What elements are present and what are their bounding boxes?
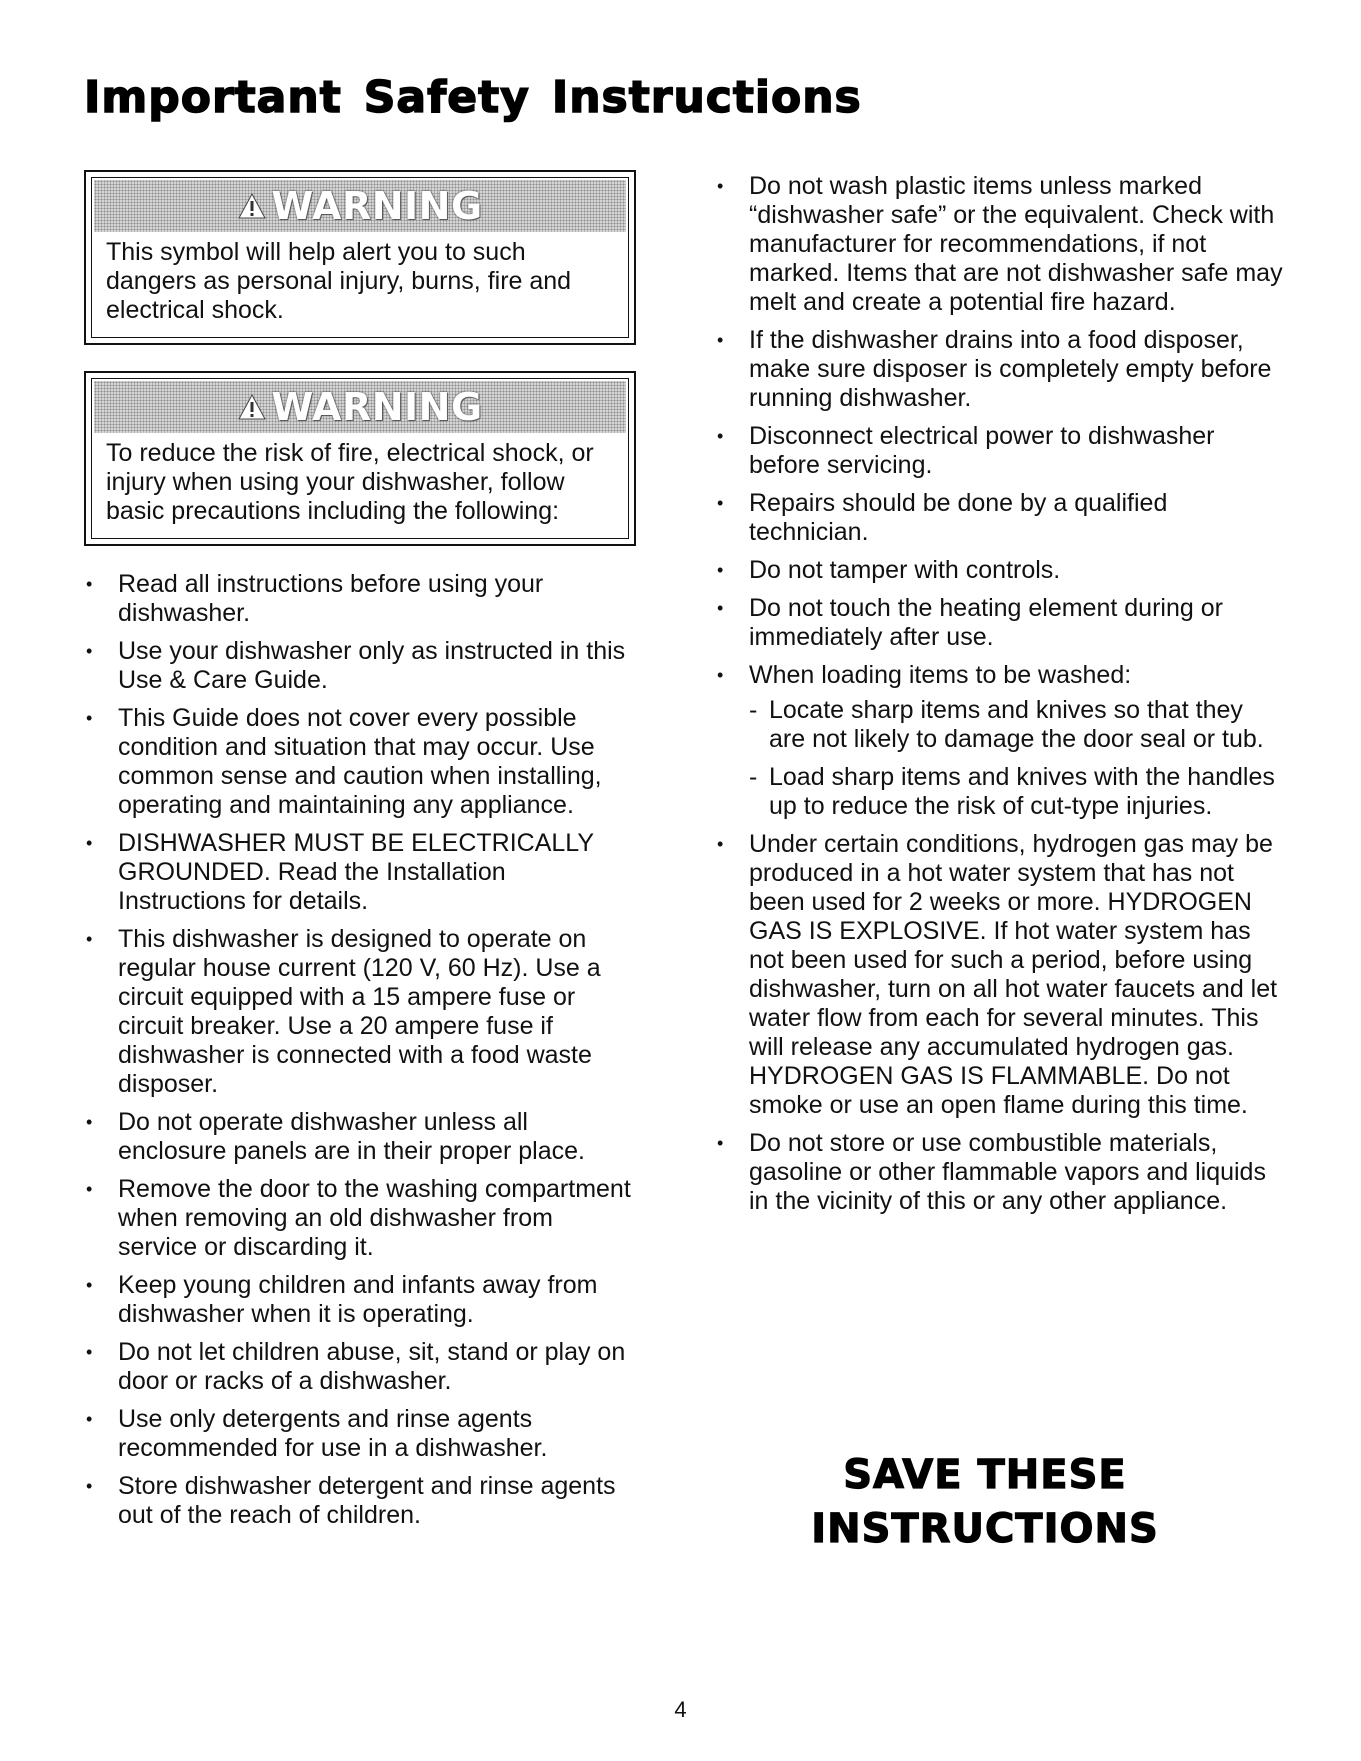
bullet-icon: • <box>717 665 724 685</box>
list-item: • Under certain conditions, hydrogen gas may be produced in a hot water system that has not been used for 2 weeks or more. HYDROGEN GAS IS EXPLOSIVE. If hot water system has not been used for such a period, before using dishwasher, turn on all hot water faucets and let water flow from each for several minutes. This will release any accumulated hydrogen gas. HYDROGEN GAS IS FLAMMABLE. Do not smoke or use an open flame during this time. <box>717 830 1278 1119</box>
bullet-icon: • <box>717 1133 724 1153</box>
warning-box <box>84 170 636 345</box>
list-item: • Use your dishwasher only as instructed in this Use & Care Guide. <box>86 637 626 694</box>
bullet-icon: • <box>717 598 724 618</box>
bullet-icon: • <box>86 1409 93 1429</box>
list-item: • Do not operate dishwasher unless all enclosure panels are in their proper place. <box>86 1108 585 1165</box>
bullet-icon: • <box>86 1112 93 1132</box>
bullet-icon: • <box>717 426 724 446</box>
list-item: • Do not tamper with controls. <box>717 556 1061 584</box>
list-item: • Read all instructions before using your dishwasher. <box>86 570 544 627</box>
warning-box <box>84 371 636 546</box>
save-notice-line: INSTRUCTIONS <box>811 1506 1159 1552</box>
save-notice-line: SAVE THESE <box>843 1452 1127 1498</box>
page-title-word: Important <box>84 72 342 123</box>
dash-icon: - <box>749 696 758 724</box>
bullet-icon: • <box>86 641 93 661</box>
page-title-word: Instructions <box>551 72 862 123</box>
list-item: • This Guide does not cover every possible condition and situation that may occur. Use common sense and caution when installing, operating and maintaining any appliance. <box>86 704 602 819</box>
list-item: • This dishwasher is designed to operate on regular house current (120 V, 60 Hz). Use a circuit equipped with a 15 ampere fuse or circuit breaker. Use a 20 ampere fuse if dishwasher is connected with a food waste disposer. <box>86 925 601 1098</box>
list-item: • Keep young children and infants away from dishwasher when it is operating. <box>86 1271 598 1328</box>
left-bullet-list <box>84 570 636 1530</box>
page-title <box>84 72 862 123</box>
warning-triangle-icon <box>237 192 267 220</box>
right-column <box>715 172 1285 1225</box>
warning-text: To reduce the risk of fire, electrical shock, or injury when using your dishwasher, follow basic precautions including the following: <box>106 439 594 525</box>
bullet-icon: • <box>86 833 93 853</box>
bullet-icon: • <box>86 574 93 594</box>
loading-sub-list <box>749 696 1285 821</box>
list-item: • Store dishwasher detergent and rinse agents out of the reach of children. <box>86 1472 616 1529</box>
bullet-icon: • <box>717 176 724 196</box>
list-item: • Do not store or use combustible materials, gasoline or other flammable vapors and liquids in the vicinity of this or any other appliance. <box>717 1129 1266 1215</box>
bullet-icon: • <box>717 560 724 580</box>
bullet-icon: • <box>86 1275 93 1295</box>
page-number: 4 <box>674 1697 687 1722</box>
list-item: • Repairs should be done by a qualified technician. <box>717 489 1168 546</box>
bullet-icon: • <box>717 834 724 854</box>
left-column <box>84 170 636 1539</box>
list-item: • Do not touch the heating element during or immediately after use. <box>717 594 1223 651</box>
warning-banner <box>94 381 626 433</box>
warning-text: This symbol will help alert you to such dangers as personal injury, burns, fire and electrical shock. <box>106 238 572 324</box>
right-bullet-list <box>715 172 1285 1216</box>
bullet-icon: • <box>86 929 93 949</box>
list-item: • DISHWASHER MUST BE ELECTRICALLY GROUNDED. Read the Installation Instructions for details. <box>86 829 594 915</box>
warning-banner <box>94 180 626 232</box>
list-item: • If the dishwasher drains into a food disposer, make sure disposer is completely empty before running dishwasher. <box>717 326 1272 412</box>
list-item: • When loading items to be washed: - Locate sharp items and knives so that they are not likely to damage the door seal or tub. - Load sharp items and knives with the handles up to reduce the risk of cut-type injuries. <box>715 661 1285 821</box>
bullet-icon: • <box>86 1179 93 1199</box>
sub-list-item: - Locate sharp items and knives so that they are not likely to damage the door seal or tub. <box>749 696 1264 753</box>
bullet-icon: • <box>86 1342 93 1362</box>
bullet-icon: • <box>86 1476 93 1496</box>
bullet-icon: • <box>86 708 93 728</box>
list-item: • Use only detergents and rinse agents recommended for use in a dishwasher. <box>86 1405 548 1462</box>
warning-label: WARNING <box>271 385 483 429</box>
list-item: • Do not let children abuse, sit, stand or play on door or racks of a dishwasher. <box>86 1338 626 1395</box>
save-instructions-notice <box>720 1448 1250 1556</box>
page-title-word: Safety <box>363 72 530 123</box>
list-item: • Disconnect electrical power to dishwasher before servicing. <box>717 422 1215 479</box>
warning-triangle-icon <box>237 393 267 421</box>
warning-label: WARNING <box>271 184 483 228</box>
dash-icon: - <box>749 763 758 791</box>
list-item: • Do not wash plastic items unless marked “dishwasher safe” or the equivalent. Check with manufacturer for recommendations, if not marked. Items that are not dishwasher safe may melt and create a potential fire hazard. <box>717 172 1283 316</box>
sub-list-item: - Load sharp items and knives with the handles up to reduce the risk of cut-type injuries. <box>749 763 1275 820</box>
list-item: • Remove the door to the washing compartment when removing an old dishwasher from service or discarding it. <box>86 1175 631 1261</box>
bullet-icon: • <box>717 330 724 350</box>
bullet-icon: • <box>717 493 724 513</box>
